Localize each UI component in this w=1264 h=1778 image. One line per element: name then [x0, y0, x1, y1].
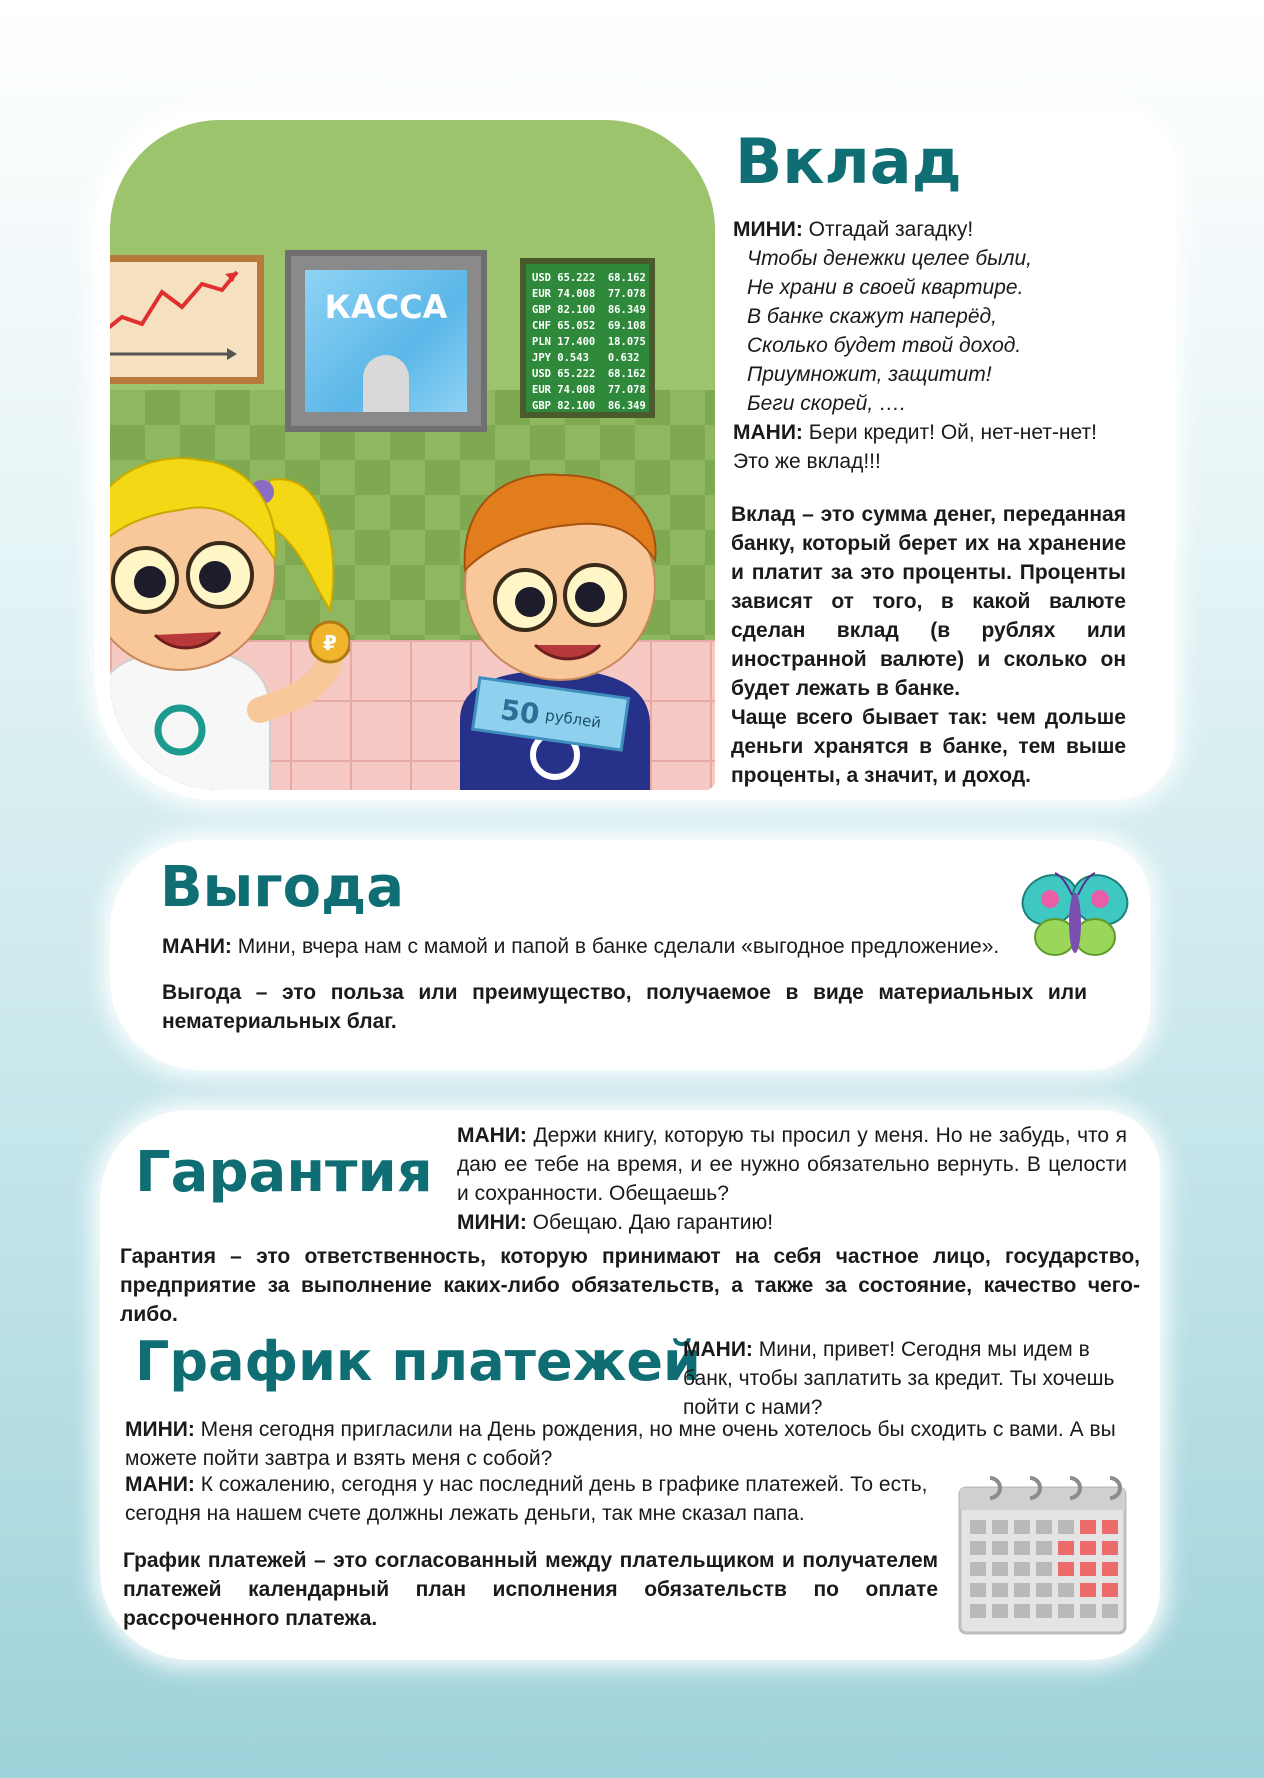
exchange-rate-row: GBP 82.100 86.349 — [532, 400, 646, 412]
dialogue-text: К сожалению, сегодня у нас последний день в графике платежей. То есть, сегодня на нашем счете должны лежать деньги, так мне сказал папа. — [125, 1473, 928, 1525]
poem-line: Сколько будет твой доход. — [747, 334, 1022, 357]
kassa-label: КАССА — [324, 288, 448, 326]
grafik-dialogue-2 — [125, 1415, 1140, 1473]
dialogue-line-mini — [733, 215, 1128, 244]
grafik-definition: График платежей – это согласованный между плательщиком и получателем платежей календарный план исполнения обязательств по оплате рассроченного платежа. — [123, 1549, 938, 1630]
vklad-definition-p2: Чаще всего бывает так: чем дольше деньги хранятся в банке, тем выше проценты, а значит, и доход. — [731, 706, 1126, 787]
calendar-day-cell — [992, 1541, 1008, 1555]
kassa-glass — [305, 270, 467, 412]
dialogue-text: Держи книгу, которую ты просил у меня. Но не забудь, что я даю ее тебе на время, и ее нужно обязательно вернуть. В целости и сохранности. Обещаешь? — [457, 1124, 1127, 1205]
speaker-mani: МАНИ: — [125, 1473, 195, 1496]
banknote-number: 50 — [498, 693, 542, 732]
kassa-opening — [363, 355, 409, 412]
dialogue-text: Меня сегодня пригласили на День рождения, но мне очень хотелось бы сходить с вами. А вы можете пойти завтра и взять меня с собой? — [125, 1418, 1116, 1470]
calendar-day-cell — [992, 1562, 1008, 1576]
calendar-icon — [950, 1470, 1140, 1640]
bank-scene-illustration — [110, 120, 715, 790]
calendar-day-cell — [1102, 1604, 1118, 1618]
calendar-day-cell — [992, 1583, 1008, 1597]
calendar-day-cell — [1080, 1520, 1096, 1534]
speaker-mani: МАНИ: — [683, 1338, 753, 1361]
calendar-day-cell — [1058, 1604, 1074, 1618]
poem-line: Приумножит, защитит! — [747, 363, 992, 386]
poem-line: Чтобы денежки целее были, — [747, 247, 1032, 270]
calendar-day-cell — [1058, 1583, 1074, 1597]
calendar-day-cell — [1102, 1520, 1118, 1534]
calendar-day-cell — [1036, 1562, 1052, 1576]
speaker-mini: МИНИ: — [457, 1211, 527, 1234]
calendar-day-cell — [970, 1520, 986, 1534]
exchange-rate-row: JPY 0.543 0.632 — [532, 352, 640, 364]
speaker-mini: МИНИ: — [125, 1418, 195, 1441]
kassa-window-frame — [285, 250, 487, 432]
calendar-day-cell — [970, 1562, 986, 1576]
boy-character — [420, 420, 715, 790]
girl-character — [110, 410, 350, 790]
vygoda-definition: Выгода – это польза или преимущество, получаемое в виде материальных или нематериальных благ. — [162, 981, 1087, 1033]
grafik-dialogue-1 — [683, 1335, 1138, 1422]
dialogue-line-mini — [457, 1208, 1127, 1237]
calendar-day-cell — [1014, 1604, 1030, 1618]
riddle-poem — [747, 244, 1128, 418]
poem-line: Беги скорей, …. — [747, 392, 906, 415]
dialogue-line-mani — [457, 1121, 1127, 1208]
calendar-day-cell — [1080, 1562, 1096, 1576]
calendar-day-cell — [970, 1604, 986, 1618]
exchange-rate-row: GBP 82.100 86.349 — [532, 304, 646, 316]
exchange-rate-row: CHF 65.052 69.108 — [532, 320, 646, 332]
vygoda-title: Выгода — [160, 855, 405, 920]
calendar-day-cell — [1014, 1541, 1030, 1555]
calendar-day-cell — [1102, 1541, 1118, 1555]
banknote-label: рублей — [544, 706, 603, 732]
calendar-day-cell — [1036, 1583, 1052, 1597]
grafik-dialogue-3 — [125, 1470, 945, 1528]
speaker-mani: МАНИ: — [457, 1124, 527, 1147]
dialogue-text: Бери кредит! Ой, нет-нет-нет! Это же вклад!!! — [733, 421, 1097, 473]
growth-chart-icon — [110, 262, 243, 363]
garantiya-dialogue — [457, 1121, 1127, 1237]
exchange-rate-row: EUR 74.008 77.078 — [532, 288, 646, 300]
growth-chart-board — [110, 255, 264, 384]
vklad-definition-p1: Вклад – это сумма денег, переданная банку, который берет их на хранение и платит за это проценты. Проценты зависят от того, в какой валюте сделан вклад (в рублях или иностранной валюте) и сколько он будет лежать в банке. — [731, 503, 1126, 700]
vklad-dialogue — [733, 215, 1128, 476]
calendar-day-cell — [1036, 1520, 1052, 1534]
calendar-day-cell — [1102, 1583, 1118, 1597]
calendar-day-cell — [992, 1520, 1008, 1534]
poem-line: В банке скажут наперёд, — [747, 305, 997, 328]
calendar-day-cell — [1080, 1583, 1096, 1597]
exchange-rates-board — [520, 258, 655, 418]
exchange-rate-row: EUR 74.008 77.078 — [532, 384, 646, 396]
speaker-mini: МИНИ: — [733, 218, 803, 241]
calendar-day-cell — [1058, 1520, 1074, 1534]
vklad-definition — [731, 500, 1126, 790]
vygoda-dialogue — [162, 932, 1042, 961]
speaker-mani: МАНИ: — [733, 421, 803, 444]
exchange-rate-row: PLN 17.400 18.075 — [532, 336, 646, 348]
calendar-day-cell — [1058, 1562, 1074, 1576]
calendar-day-cell — [1014, 1520, 1030, 1534]
calendar-day-cell — [1036, 1541, 1052, 1555]
coin-symbol: ₽ — [323, 631, 337, 655]
calendar-day-cell — [1014, 1583, 1030, 1597]
garantiya-title: Гарантия — [135, 1140, 433, 1205]
exchange-rate-row: USD 65.222 68.162 — [532, 368, 646, 380]
calendar-day-cell — [1014, 1562, 1030, 1576]
dialogue-text: Мини, привет! Сегодня мы идем в банк, чтобы заплатить за кредит. Ты хочешь пойти с нами? — [683, 1338, 1115, 1419]
speaker-mani: МАНИ: — [162, 935, 232, 958]
grafik-title: График платежей — [135, 1330, 701, 1393]
calendar-day-cell — [1102, 1562, 1118, 1576]
garantiya-definition: Гарантия – это ответственность, которую принимают на себя частное лицо, государство, предприятие за выполнение каких-либо обязательств, а также за состояние, качество чего-либо. — [120, 1245, 1140, 1326]
dialogue-line-mani — [733, 418, 1128, 476]
calendar-day-cell — [1036, 1604, 1052, 1618]
butterfly-icon — [1020, 865, 1130, 975]
calendar-day-cell — [992, 1604, 1008, 1618]
dialogue-text: Обещаю. Даю гарантию! — [526, 1211, 774, 1234]
poem-line: Не храни в своей квартире. — [747, 276, 1024, 299]
calendar-day-cell — [1080, 1604, 1096, 1618]
dialogue-text: Мини, вчера нам с мамой и папой в банке сделали «выгодное предложение». — [231, 935, 1000, 958]
calendar-day-cell — [1080, 1541, 1096, 1555]
exchange-rate-row: USD 65.222 68.162 — [532, 272, 646, 284]
calendar-day-cell — [1058, 1541, 1074, 1555]
dialogue-text: Отгадай загадку! — [802, 218, 974, 241]
calendar-day-cell — [970, 1541, 986, 1555]
calendar-day-cell — [970, 1583, 986, 1597]
vklad-title: Вклад — [735, 125, 962, 198]
